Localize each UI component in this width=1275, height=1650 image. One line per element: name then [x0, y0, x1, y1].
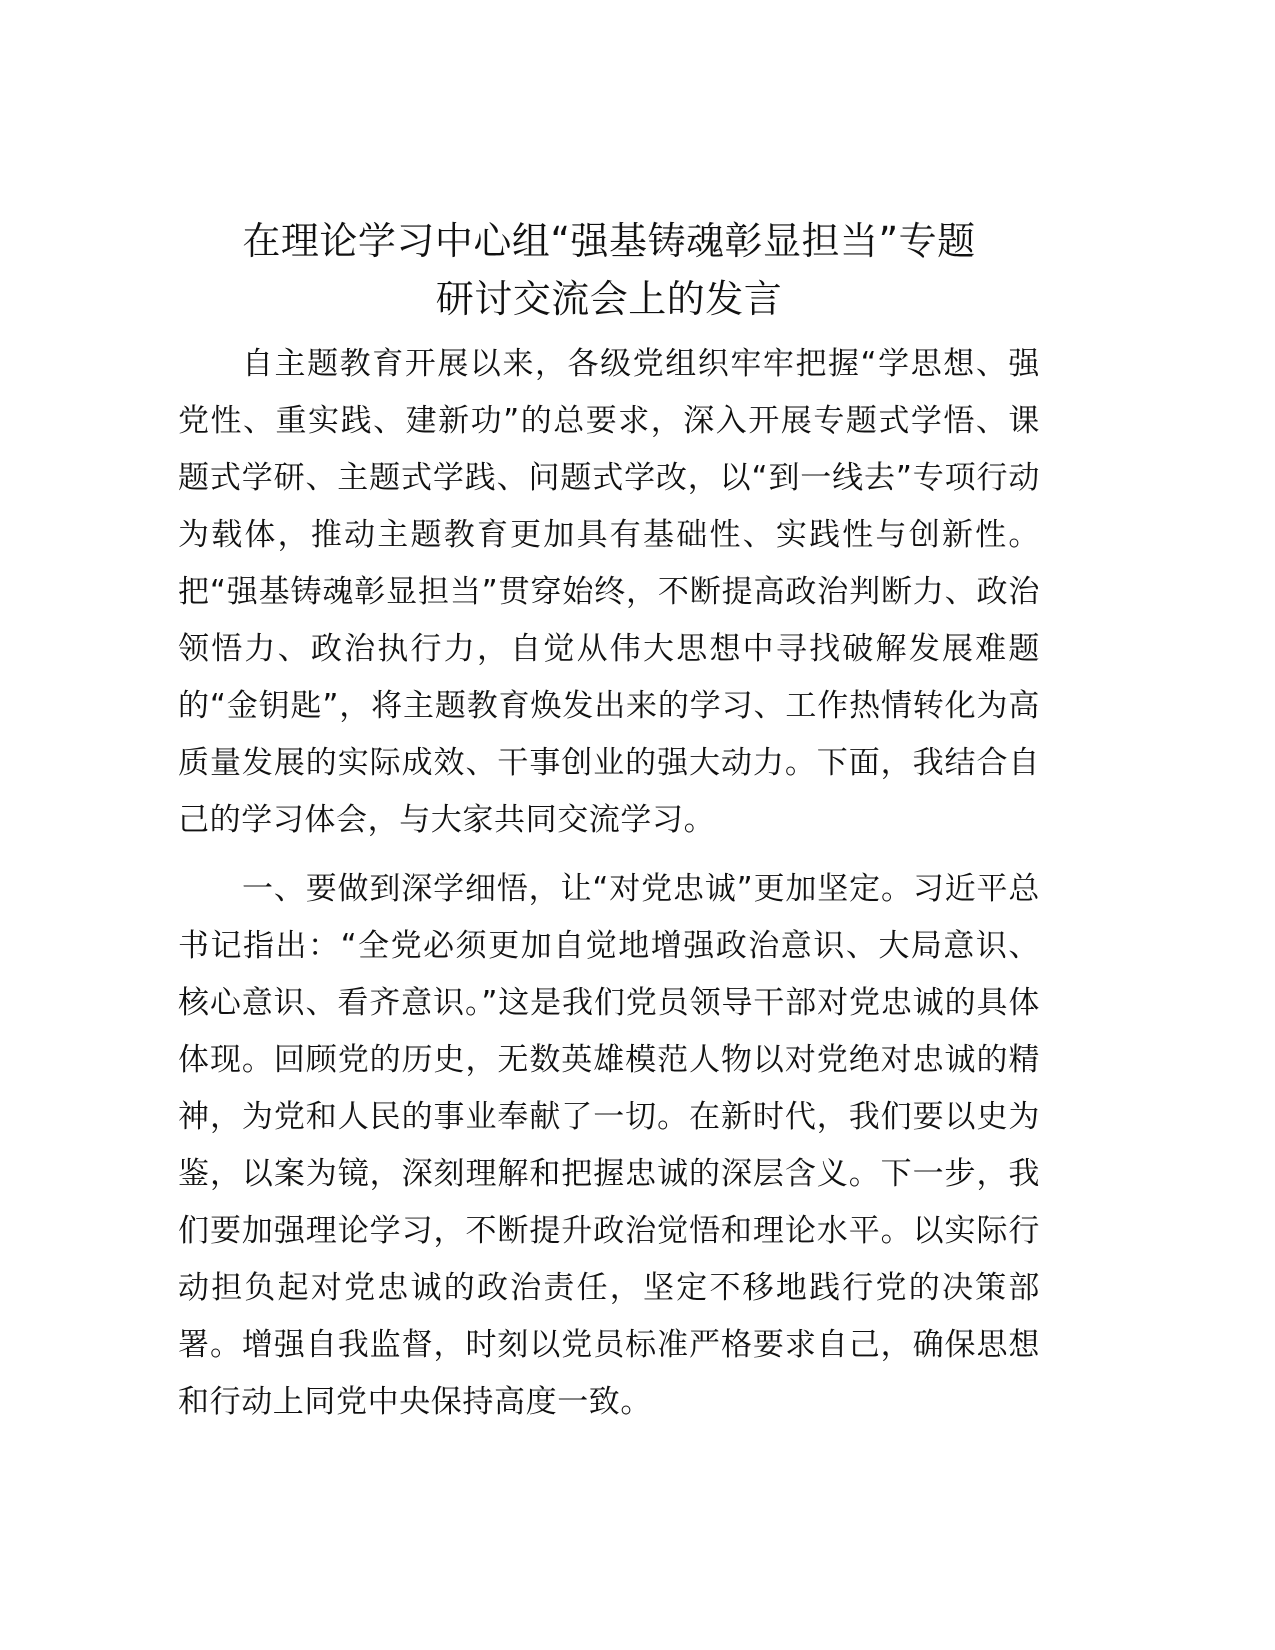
paragraph-intro: 自主题教育开展以来，各级党组织牢牢把握“学思想、强党性、重实践、建新功”的总要求，深入开展专题式学悟、课题式学研、主题式学践、问题式学改，以“到一线去”专项行动为载体，推动主题教育更加具有基础性、实践性与创新性。把“强基铸魂彰显担当”贯穿始终，不断提高政治判断力、政治领悟力、政治执行力，自觉从伟大思想中寻找破解发展难题的“金钥匙”，将主题教育焕发出来的学习、工作热情转化为高质量发展的实际成效、干事创业的强大动力。下面，我结合自己的学习体会，与大家共同交流学习。: [178, 346, 1040, 838]
document-title: [178, 212, 1040, 328]
document-page: [178, 212, 1040, 1431]
title-line-2: 研讨交流会上的发言: [435, 277, 783, 321]
title-line-1: 在理论学习中心组“强基铸魂彰显担当”专题: [242, 219, 976, 263]
paragraph-section-1: 一、要做到深学细悟，让“对党忠诚”更加坚定。习近平总书记指出：“全党必须更加自觉地增强政治意识、大局意识、核心意识、看齐意识。”这是我们党员领导干部对党忠诚的具体体现。回顾党的历史，无数英雄模范人物以对党绝对忠诚的精神，为党和人民的事业奉献了一切。在新时代，我们要以史为鉴，以案为镜，深刻理解和把握忠诚的深层含义。下一步，我们要加强理论学习，不断提升政治觉悟和理论水平。以实际行动担负起对党忠诚的政治责任，坚定不移地践行党的决策部署。增强自我监督，时刻以党员标准严格要求自己，确保思想和行动上同党中央保持高度一致。: [178, 871, 1040, 1420]
